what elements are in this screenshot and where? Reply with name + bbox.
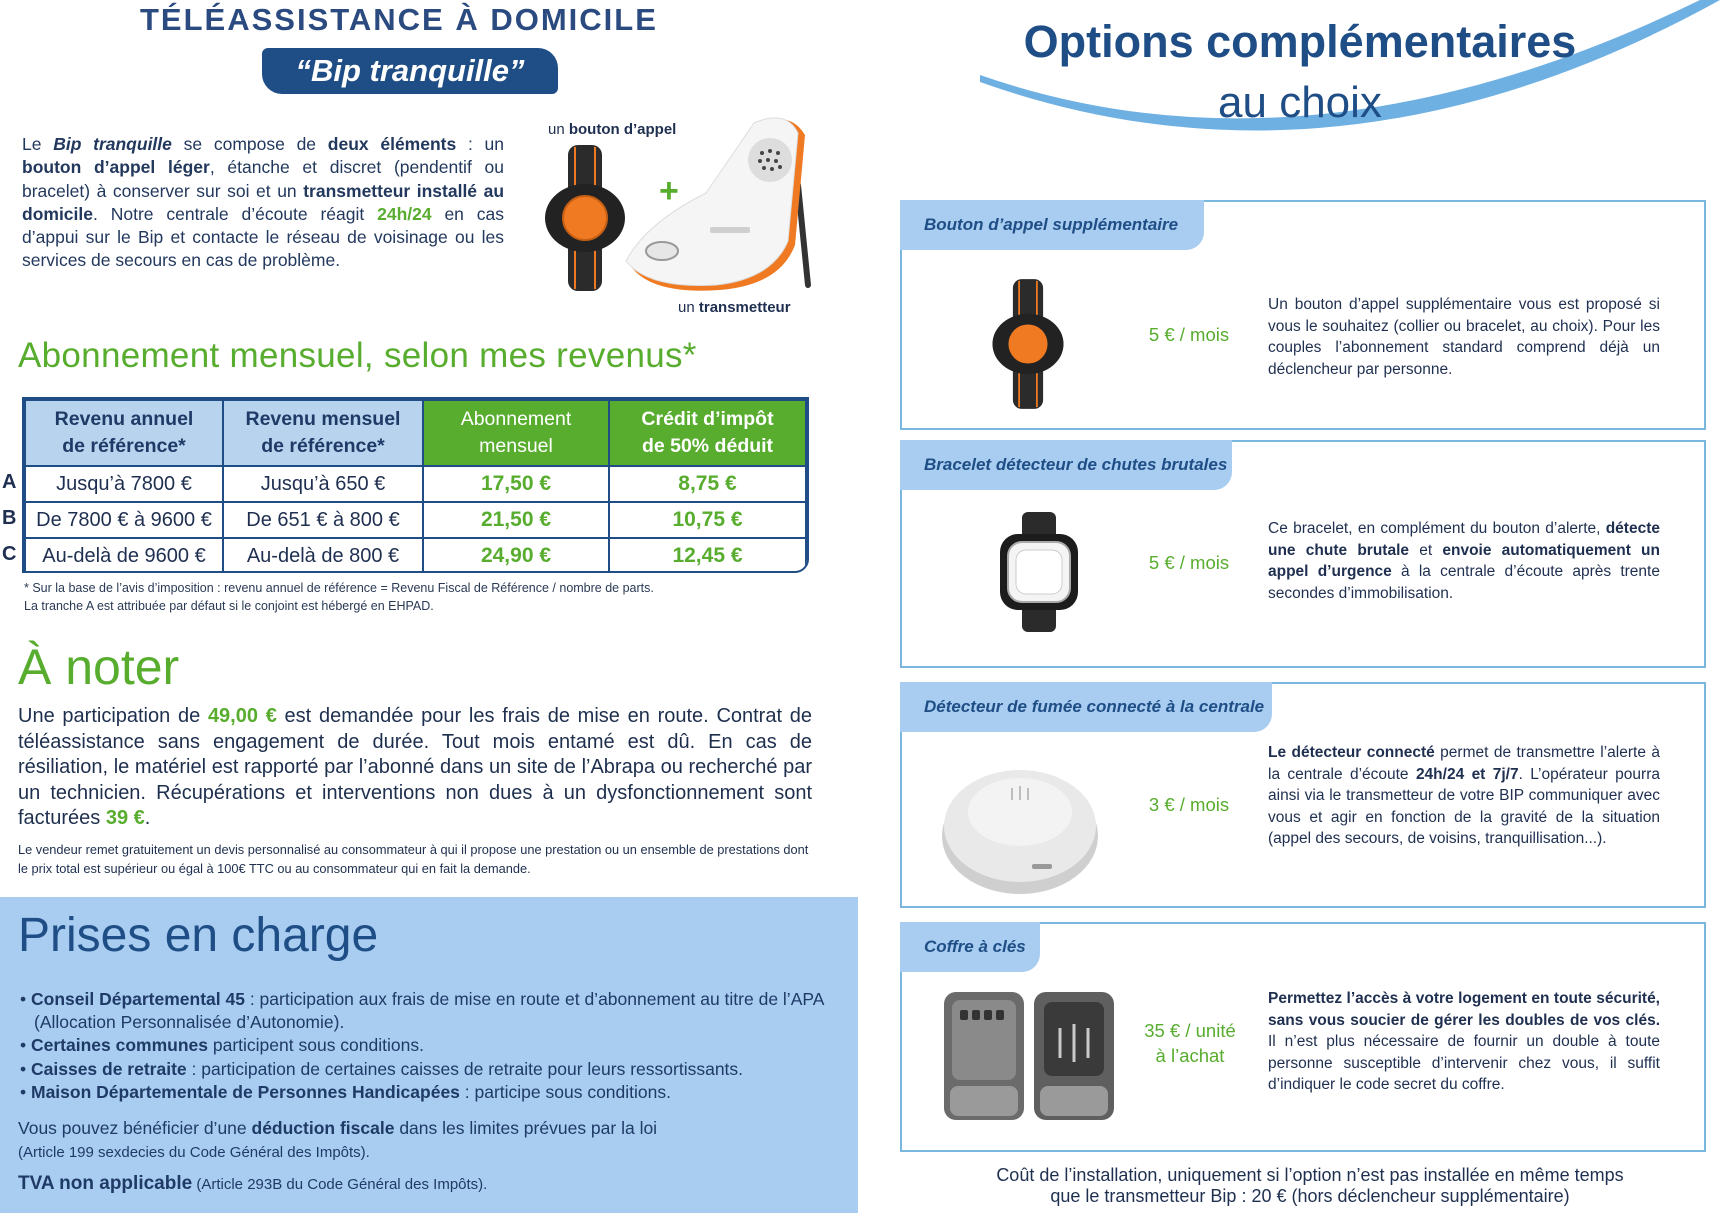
tarif-table bbox=[22, 397, 809, 573]
option-tab: Bracelet détecteur de chutes brutales bbox=[900, 440, 1232, 490]
option-card-bouton bbox=[900, 200, 1706, 430]
smoke-detector-icon bbox=[940, 748, 1100, 898]
vendeur-notice: Le vendeur remet gratuitement un devis personnalisé au consommateur à qui il propose une prestation ou un ensemble de prestations dont le prix total est supérieur ou égal à 100€ TTC ou au consommateur qui en fait la demande. bbox=[18, 842, 809, 876]
abonnement-title: Abonnement mensuel, selon mes revenus* bbox=[18, 336, 697, 375]
deduction-fiscale: Vous pouvez bénéficier d’une déduction fiscale dans les limites prévues par la loi (Article 199 sexdecies du Code Général des Impôts). bbox=[18, 1118, 658, 1161]
header-credit-impot: Crédit d’impôt de 50% déduit bbox=[609, 400, 806, 466]
option-price: 5 € / mois bbox=[1148, 324, 1230, 345]
option-description: Le détecteur connecté permet de transmettre l’alerte à la centrale d’écoute 24h/24 et 7j/7. L’opérateur pourra ainsi via le transmetteur de votre BIP communiquer avec vous et agir en fonction de la gravité de la situation (appel des secours, de voisins, tranquillisation...). bbox=[1268, 744, 1660, 847]
subtitle-badge: “Bip tranquille” bbox=[262, 48, 558, 94]
cell-abonnement: 17,50 € bbox=[423, 466, 609, 502]
header-revenu-mensuel: Revenu mensuel de référence* bbox=[223, 400, 423, 466]
row-letter-a: A bbox=[2, 471, 17, 493]
row-letter-b: B bbox=[2, 507, 17, 529]
list-item: • Certaines communes participent sous conditions. bbox=[20, 1035, 424, 1056]
row-letter-c: C bbox=[2, 543, 17, 565]
list-item: • Conseil Départemental 45 : participation aux frais de mise en route et d’abonnement au titre de l’APA (Allocation Personnalisée d’Autonomie). bbox=[20, 989, 824, 1033]
option-description: Permettez l’accès à votre logement en toute sécurité, sans vous soucier de gérer les doubles de vos clés. Il n’est plus nécessaire de fournir un double à toute personne susceptible d’intervenir chez vous, il suffit d’indiquer le code secret du coffre. bbox=[1268, 990, 1660, 1093]
table-row bbox=[25, 538, 806, 573]
table-row bbox=[25, 502, 806, 538]
option-description: Un bouton d’appel supplémentaire vous est proposé si vous le souhaitez (collier ou bracelet, au choix). Pour les couples l’abonnement standard comprend déjà un déclencheur par personne. bbox=[1268, 296, 1660, 378]
option-price: 3 € / mois bbox=[1148, 794, 1230, 815]
cell-credit: 10,75 € bbox=[609, 502, 806, 538]
option-description: Ce bracelet, en complément du bouton d’alerte, détecte une chute brutale et envoie automatiquement un appel d’urgence à la centrale d’écoute après trente secondes d’immobilisation. bbox=[1268, 520, 1660, 602]
transmitter-icon bbox=[620, 115, 820, 295]
anoter-paragraph: Une participation de 49,00 € est demandée pour les frais de mise en route. Contrat de téléassistance sans engagement de durée. Tout mois entamé est dû. En cas de résiliation, le matériel est rapporté par l’abonné dans un site de l’Abrapa ou recherché par un technicien. Récupérations et interventions non dues à un dysfonctionnement sont facturées 39 €. bbox=[18, 705, 812, 829]
option-tab: Coffre à clés bbox=[900, 922, 1040, 972]
intro-paragraph: Le Bip tranquille se compose de deux éléments : un bouton d’appel léger, étanche et discret (pendentif ou bracelet) à conserver sur soi et un transmetteur installé au domicile. Notre centrale d’écoute réagit 24h/24 en cas d’appui sur le Bip et contacte le réseau de voisinage ou les services de secours en cas de problème. bbox=[22, 134, 505, 271]
footnote-line-2: La tranche A est attribuée par défaut si le conjoint est hébergé en EHPAD. bbox=[24, 598, 434, 613]
anoter-title: À noter bbox=[18, 639, 180, 695]
options-subtitle: au choix bbox=[1218, 78, 1382, 127]
key-safe-icon bbox=[940, 988, 1120, 1128]
cell-mensuel: De 651 € à 800 € bbox=[223, 502, 423, 538]
main-title: TÉLÉASSISTANCE À DOMICILE bbox=[140, 2, 658, 37]
option-card-coffre bbox=[900, 922, 1706, 1152]
footnote-line-1: * Sur la base de l’avis d’imposition : revenu annuel de référence = Revenu Fiscal de Référence / nombre de parts. bbox=[24, 581, 654, 595]
option-tab: Bouton d’appel supplémentaire bbox=[900, 200, 1204, 250]
option-price: 35 € / unité à l’achat bbox=[1144, 1020, 1236, 1066]
fall-detector-watch-icon bbox=[994, 512, 1084, 632]
cell-annuel: De 7800 € à 9600 € bbox=[25, 502, 223, 538]
pendant-button-icon bbox=[540, 143, 630, 293]
header-revenu-annuel: Revenu annuel de référence* bbox=[25, 400, 223, 466]
cell-mensuel: Jusqu’à 650 € bbox=[223, 466, 423, 502]
table-row bbox=[25, 466, 806, 502]
option-card-fumee bbox=[900, 682, 1706, 908]
option-card-bracelet bbox=[900, 440, 1706, 668]
cell-annuel: Jusqu’à 7800 € bbox=[25, 466, 223, 502]
option-price: 5 € / mois bbox=[1148, 552, 1230, 573]
cell-abonnement: 21,50 € bbox=[423, 502, 609, 538]
cell-annuel: Au-delà de 9600 € bbox=[25, 538, 223, 573]
pendant-button-icon bbox=[988, 274, 1068, 414]
prises-list bbox=[18, 988, 838, 1104]
label-bouton-appel: un bouton d’appel bbox=[548, 121, 677, 138]
cell-mensuel: Au-delà de 800 € bbox=[223, 538, 423, 573]
table-footnote bbox=[24, 580, 784, 615]
label-transmetteur: un transmetteur bbox=[678, 299, 791, 316]
tva-note: TVA non applicable (Article 293B du Code Général des Impôts). bbox=[18, 1173, 488, 1194]
cell-credit: 8,75 € bbox=[609, 466, 806, 502]
cell-credit: 12,45 € bbox=[609, 538, 806, 573]
list-item: • Maison Départementale de Personnes Handicapées : participe sous conditions. bbox=[20, 1081, 671, 1102]
installation-cost-note: Coût de l’installation, uniquement si l’option n’est pas installée en même temps que le transmetteur Bip : 20 € (hors déclencheur supplémentaire) bbox=[996, 1165, 1624, 1206]
cell-abonnement: 24,90 € bbox=[423, 538, 609, 573]
option-tab: Détecteur de fumée connecté à la centrale bbox=[900, 682, 1272, 732]
list-item: • Caisses de retraite : participation de certaines caisses de retraite pour leurs ressortissants. bbox=[20, 1058, 744, 1079]
header-abonnement: Abonnement mensuel bbox=[423, 400, 609, 466]
options-title: Options complémentaires bbox=[1023, 16, 1577, 67]
prises-title: Prises en charge bbox=[18, 909, 379, 962]
plus-sign: + bbox=[659, 172, 679, 210]
